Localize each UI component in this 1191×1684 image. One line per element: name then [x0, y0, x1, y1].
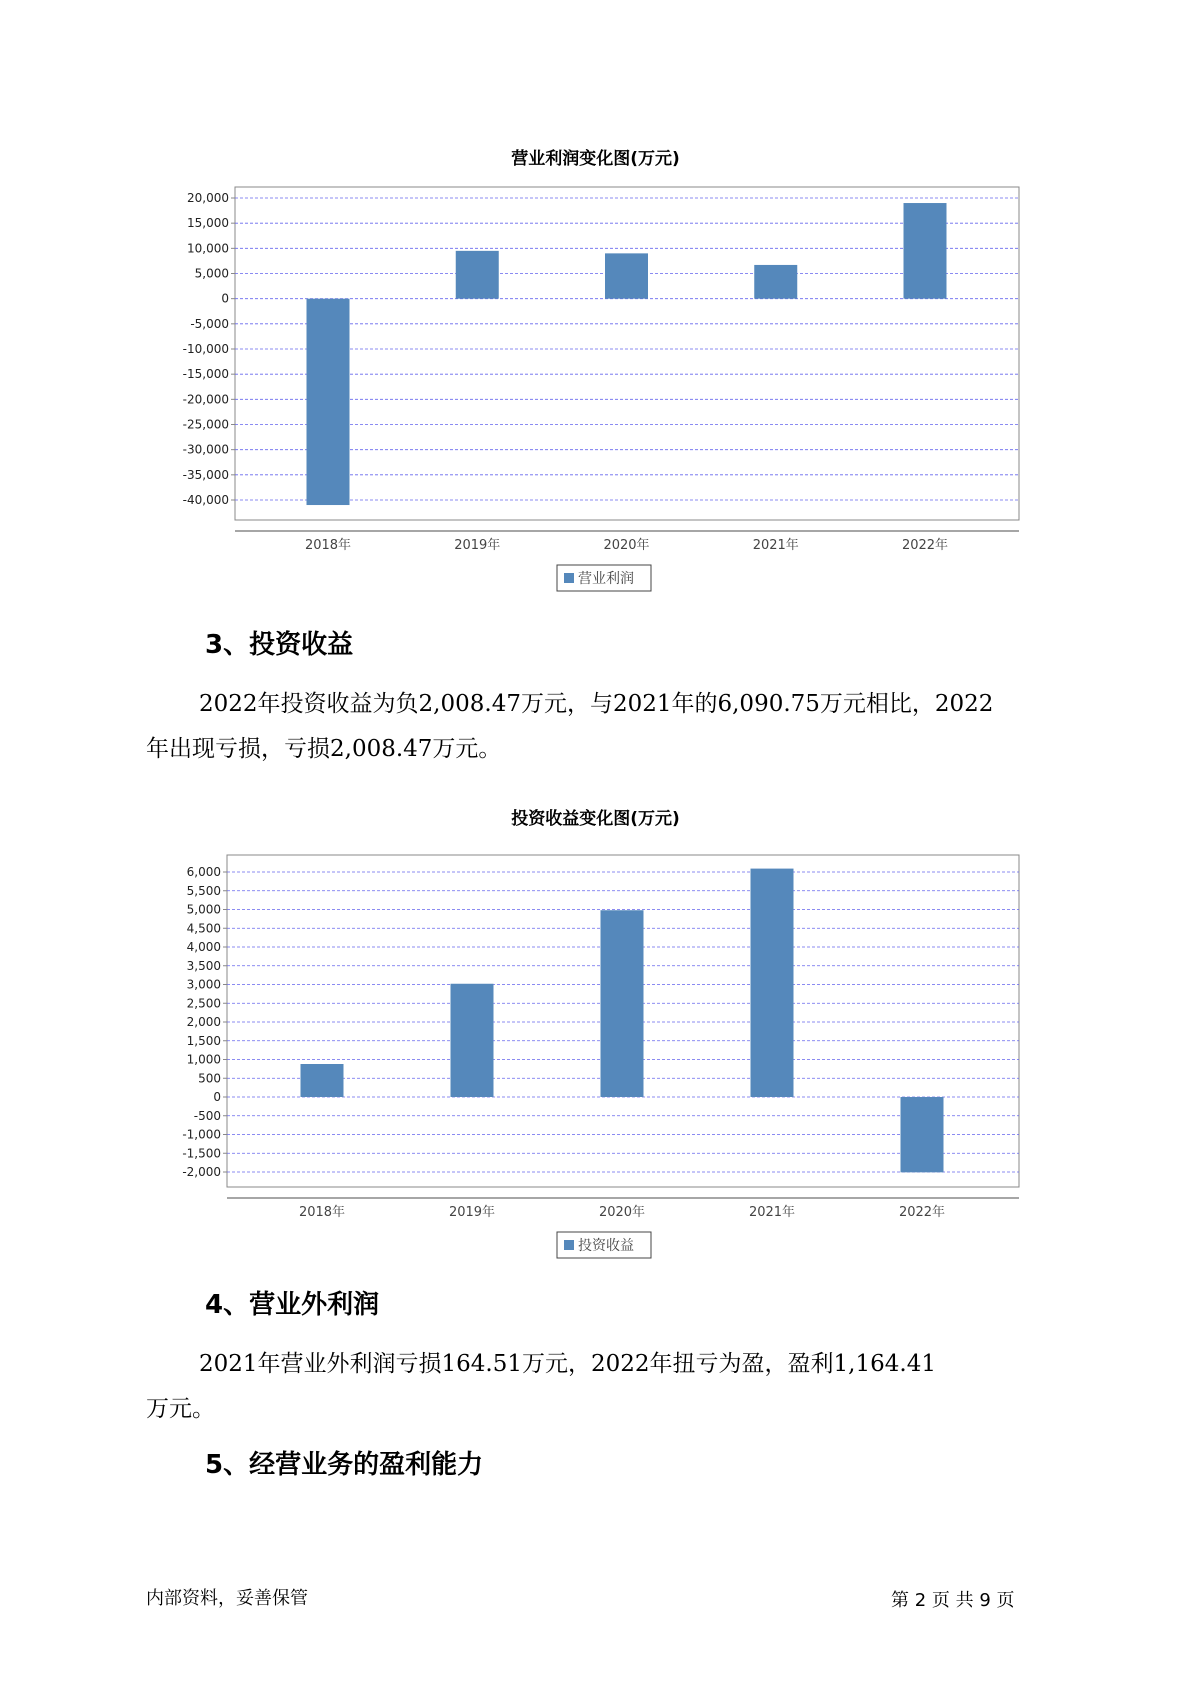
y-tick-label: -1,000 [182, 1127, 221, 1142]
y-tick-label: 10,000 [187, 241, 229, 256]
x-category-label: 2021年 [748, 1205, 796, 1220]
legend-swatch [564, 573, 574, 583]
bar [901, 1097, 944, 1172]
bar [904, 203, 947, 299]
y-tick-label: 4,000 [186, 940, 221, 954]
bar [301, 1064, 344, 1097]
bar [754, 265, 797, 299]
legend-swatch [564, 1240, 574, 1250]
y-tick-label: 5,000 [194, 266, 229, 281]
section4-paragraph [146, 1342, 1076, 1432]
section4-heading: 4、营业外利润 [205, 1290, 380, 1320]
y-tick-label: 2,000 [186, 1015, 221, 1029]
legend [557, 565, 651, 591]
x-category-label: 2018年 [304, 538, 352, 553]
y-tick-label: 0 [221, 291, 229, 306]
plot-frame [235, 187, 1019, 520]
y-tick-label: -30,000 [182, 442, 229, 457]
legend-label: 投资收益 [578, 1238, 634, 1254]
y-tick-label: -500 [193, 1108, 221, 1123]
y-tick-label: -1,500 [182, 1146, 221, 1161]
section4-line2: 万元。 [146, 1396, 215, 1422]
y-tick-label: 3,500 [186, 958, 221, 973]
y-tick-label: -5,000 [190, 316, 229, 331]
x-category-label: 2019年 [448, 1205, 496, 1220]
y-tick-label: -40,000 [182, 493, 229, 507]
x-category-label: 2019年 [454, 538, 501, 553]
footer-page-number: 第 2 页 共 9 页 [891, 1590, 1015, 1611]
y-tick-label: -15,000 [182, 367, 229, 382]
y-tick-label: 4,500 [186, 921, 221, 936]
y-tick-label: 5,000 [186, 902, 221, 917]
bar [307, 299, 350, 505]
y-tick-label: 1,000 [186, 1052, 221, 1067]
footer-confidential-note: 内部资料，妥善保管 [146, 1588, 308, 1609]
section4-line1: 2021年营业外利润亏损164.51万元，2022年扭亏为盈，盈利1,164.41 [199, 1351, 936, 1377]
bar [601, 910, 644, 1097]
section3-line1: 2022年投资收益为负2,008.47万元，与2021年的6,090.75万元相比，2022 [199, 691, 994, 717]
y-tick-label: 0 [213, 1090, 221, 1104]
section3-paragraph [146, 682, 1076, 772]
bar [751, 869, 794, 1097]
bar [451, 984, 494, 1097]
bar [456, 251, 499, 299]
y-tick-label: 5,500 [186, 883, 221, 898]
investment-income-chart [0, 830, 1191, 1254]
x-category-label: 2020年 [598, 1205, 646, 1220]
operating-profit-chart [0, 170, 1191, 590]
chart2-title: 投资收益变化图(万元) [511, 809, 680, 829]
section3-heading: 3、投资收益 [205, 630, 354, 660]
x-category-label: 2020年 [603, 538, 650, 553]
legend [557, 1232, 651, 1258]
legend-label: 营业利润 [578, 571, 634, 587]
chart1-title: 营业利润变化图(万元) [511, 149, 680, 169]
y-tick-label: -25,000 [182, 417, 229, 432]
y-tick-label: 15,000 [187, 216, 229, 231]
x-category-label: 2021年 [752, 538, 799, 553]
x-category-label: 2018年 [298, 1205, 346, 1220]
y-tick-label: 3,000 [186, 977, 221, 992]
y-tick-label: -35,000 [182, 467, 229, 482]
y-tick-label: 500 [198, 1071, 221, 1086]
bar [605, 253, 648, 298]
x-category-label: 2022年 [901, 538, 949, 553]
section3-line2: 年出现亏损，亏损2,008.47万元。 [146, 736, 502, 762]
y-tick-label: -2,000 [182, 1165, 221, 1179]
y-tick-label: 2,500 [186, 996, 221, 1011]
y-tick-label: 20,000 [187, 191, 229, 205]
y-tick-label: 6,000 [186, 865, 221, 879]
y-tick-label: -10,000 [182, 342, 229, 356]
y-tick-label: 1,500 [186, 1033, 221, 1048]
x-category-label: 2022年 [898, 1205, 946, 1220]
section5-heading: 5、经营业务的盈利能力 [205, 1450, 484, 1480]
y-tick-label: -20,000 [182, 392, 229, 407]
